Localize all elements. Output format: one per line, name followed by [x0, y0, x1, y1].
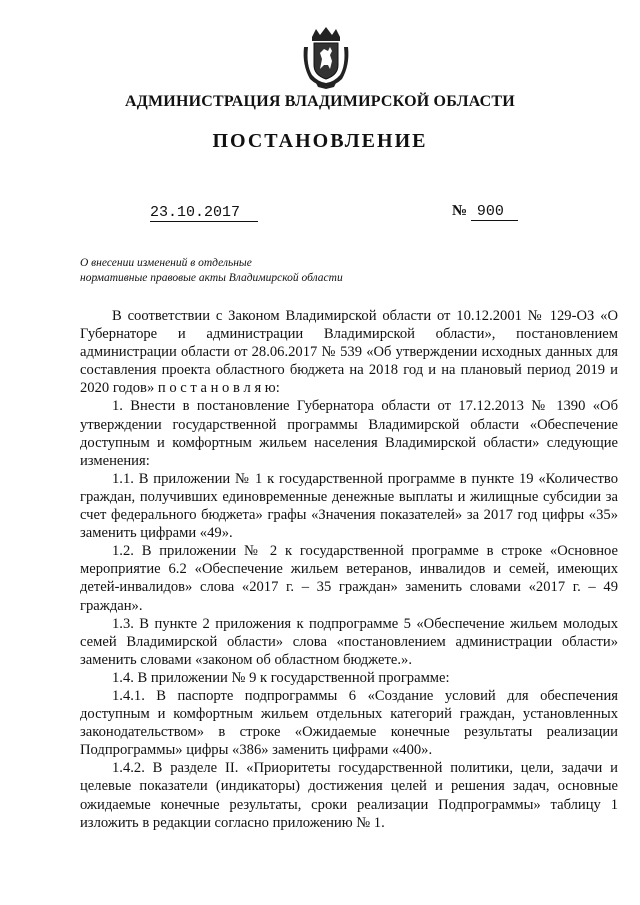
number-value: 900 [471, 203, 518, 221]
organization-title: АДМИНИСТРАЦИЯ ВЛАДИМИРСКОЙ ОБЛАСТИ [125, 93, 515, 110]
body-paragraph: 1.4.2. В разделе II. «Приоритеты государственной политики, цели, задачи и целевые показатели (индикаторы) достижения целей и решения задач, основные ожидаемые конечные результаты, сроки реализации Подпрограммы» таблицу 1 изложить в редакции согласно приложению № 1. [80, 760, 618, 831]
document-number [452, 203, 518, 220]
body-paragraph: 1.1. В приложении № 1 к государственной программе в пункте 19 «Количество граждан, получивших единовременные денежные выплаты и жилищные субсидии за счет федерального бюджета» графы «Значения показателей» за 2017 год цифры «35» заменить цифрами «49». [80, 470, 618, 542]
number-label: № [452, 203, 468, 219]
document-date: 23.10.2017 [150, 205, 258, 222]
body-paragraph: 1.4. В приложении № 9 к государственной программе: [112, 669, 450, 686]
document-body [80, 307, 618, 832]
body-paragraph: В соответствии с Законом Владимирской области от 10.12.2001 № 129-ОЗ «О Губернаторе и администрации Владимирской области», постановлением администрации области от 28.06.2017 № 539 «Об утверждении исходных данных для составления проекта областного бюджета на 2018 год и на плановый период 2019 и 2020 годов» п о с т а н о в л я ю: [80, 308, 618, 397]
subject-line: О внесении изменений в отдельные [80, 257, 252, 269]
coat-of-arms-icon [300, 25, 352, 89]
document-subject [80, 256, 343, 286]
body-paragraph: 1.2. В приложении № 2 к государственной программе в строке «Основное мероприятие 6.2 «Обеспечение жильем ветеранов, инвалидов и семей, имеющих детей-инвалидов» слова «2017 г. – 35 граждан» заменить словами «2017 г. – 49 граждан». [80, 543, 618, 614]
document-type-title: ПОСТАНОВЛЕНИЕ [212, 130, 428, 152]
subject-line: нормативные правовые акты Владимирской области [80, 272, 343, 284]
body-paragraph: 1.4.1. В паспорте подпрограммы 6 «Создание условий для обеспечения доступным и комфортным жильем отдельных категорий граждан, установленных законодательством» в строке «Ожидаемые конечные результаты реализации Подпрограммы» цифры «386» заменить цифрами «400». [80, 687, 618, 759]
body-paragraph: 1. Внести в постановление Губернатора области от 17.12.2013 № 1390 «Об утверждении государственной программы Владимирской области «Обеспечение доступным и комфортным жильем населения Владимирской области» следующие изменения: [80, 398, 618, 469]
body-paragraph: 1.3. В пункте 2 приложения к подпрограмме 5 «Обеспечение жильем молодых семей Владимирской области» слова «постановлением администрации области» заменить словами «законом об областном бюджете.». [80, 615, 618, 668]
